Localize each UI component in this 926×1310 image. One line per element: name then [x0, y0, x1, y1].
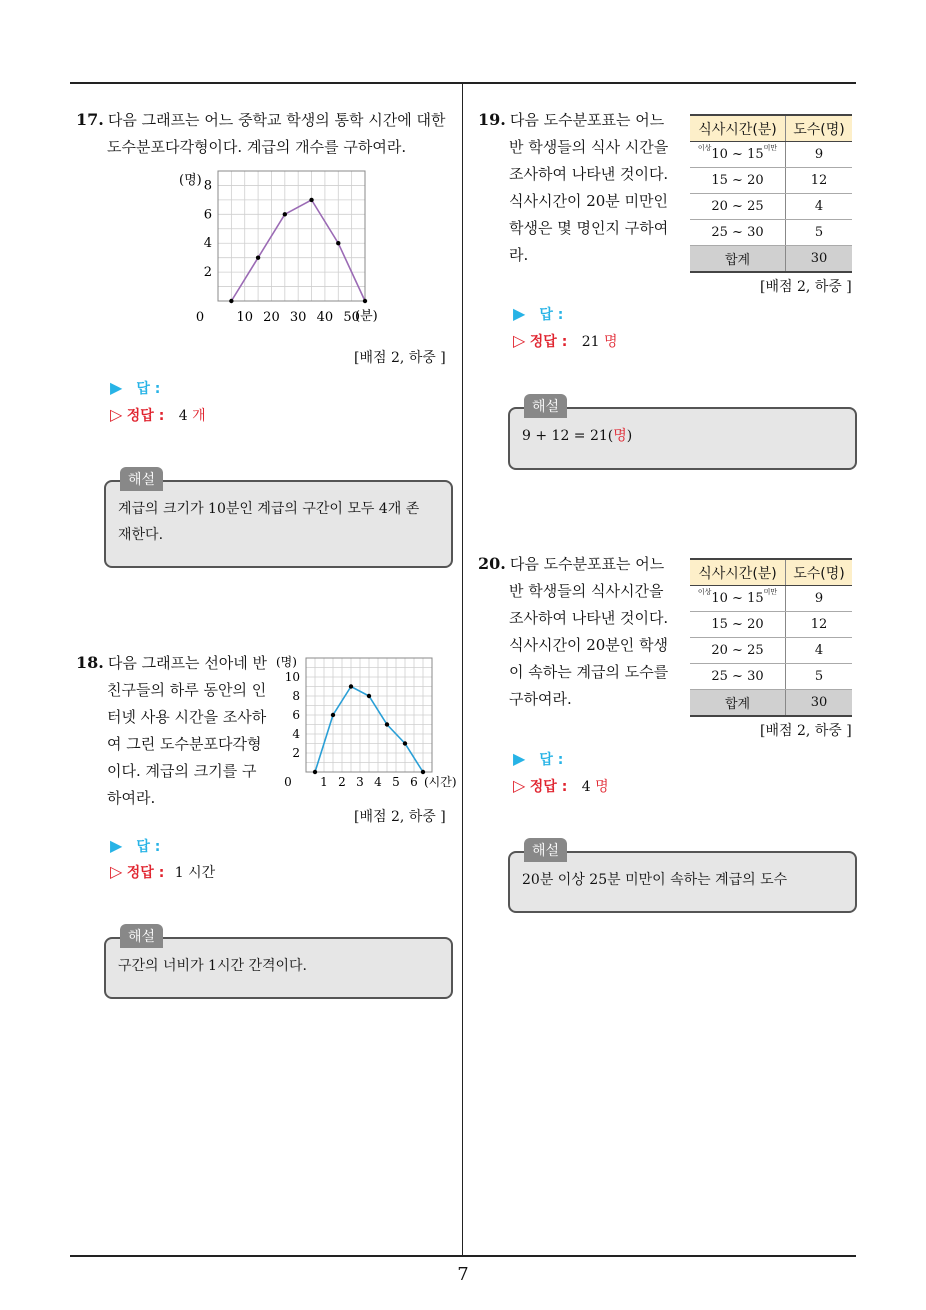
outline-triangle-icon: ▷	[513, 331, 526, 350]
answer-row	[513, 304, 563, 324]
answer-row	[110, 836, 160, 856]
y-tick-label: 4	[292, 727, 300, 741]
question-text-line: 친구들의 하루 동안의 인	[107, 681, 267, 699]
table-cell: 20 ~ 25	[690, 194, 786, 220]
plot-frame	[218, 171, 365, 301]
table-cell: 4	[786, 194, 853, 220]
x-tick-labels	[196, 310, 360, 325]
data-point	[331, 713, 335, 717]
table-cell: 12	[786, 168, 853, 194]
correct-value: 4	[178, 408, 188, 424]
table-row	[690, 220, 852, 246]
outline-triangle-icon: ▷	[110, 862, 123, 881]
data-point	[421, 770, 425, 774]
question-text-line: 도수분포다각형이다. 계급의 개수를 구하여라.	[107, 138, 407, 156]
table-row	[690, 586, 852, 612]
x-tick-label: 4	[374, 775, 382, 789]
triangle-icon: ▶	[110, 378, 123, 397]
question-text-line: 반 학생들의 식사시간을	[509, 582, 664, 600]
correct-unit: 개	[192, 408, 206, 424]
y-tick-label: 8	[292, 689, 300, 703]
table-cell: 5	[786, 664, 853, 690]
chart-internet-polygon	[276, 652, 461, 794]
question-text-line: 여 그린 도수분포다각형	[107, 735, 262, 753]
question-text-line: 다음 그래프는 어느 중학교 학생의 통학 시간에 대한	[107, 111, 446, 129]
question-text-line: 학생은 몇 명인지 구하여	[509, 219, 669, 237]
x-tick-label: 6	[410, 775, 418, 789]
y-tick-label: 8	[203, 178, 212, 194]
question-number: 17.	[76, 110, 104, 129]
x-tick-label: 0	[284, 775, 292, 789]
chart-commute-polygon	[175, 168, 390, 328]
score-note: [배점 2, 하중 ]	[354, 809, 446, 825]
question-number: 20.	[478, 554, 506, 573]
correct-answer-row	[513, 331, 618, 351]
correct-answer-row	[110, 405, 206, 425]
page-number: 7	[457, 1264, 469, 1285]
table-cell: 20 ~ 25	[690, 638, 786, 664]
question-text-line: 식사시간이 20분인 학생	[509, 636, 669, 654]
table-header: 식사시간(분)	[690, 115, 786, 142]
table-cell: 25 ~ 30	[690, 220, 786, 246]
x-tick-label: 10	[236, 310, 254, 325]
data-point	[367, 694, 371, 698]
table-cell: 합계	[690, 690, 786, 717]
correct-label: 정답 :	[126, 865, 165, 881]
table-cell: 30	[786, 690, 853, 717]
correct-answer-row	[110, 862, 215, 882]
correct-answer-row	[513, 776, 609, 796]
data-point	[385, 722, 389, 726]
table-row	[690, 168, 852, 194]
sup-label-right: 미만	[763, 144, 778, 152]
answer-label: 답 :	[136, 839, 161, 855]
data-point	[336, 241, 340, 245]
question-text-line: 다음 그래프는 선아네 반	[107, 654, 268, 672]
y-axis-label: (명)	[276, 655, 297, 669]
data-point	[313, 770, 317, 774]
table-total-row	[690, 246, 852, 273]
y-tick-label: 6	[292, 708, 300, 722]
question-text-line: 라.	[509, 246, 529, 264]
score-note: [배점 2, 하중 ]	[354, 350, 446, 366]
x-axis-label: (분)	[355, 309, 378, 324]
table-row	[690, 194, 852, 220]
explanation-line: 20분 이상 25분 미만이 속하는 계급의 도수	[522, 872, 788, 888]
table-cell: 9	[786, 142, 853, 168]
x-tick-label: 40	[316, 310, 334, 325]
data-point	[403, 741, 407, 745]
x-tick-label: 2	[338, 775, 346, 789]
table-cell: 합계	[690, 246, 786, 273]
data-point	[349, 684, 353, 688]
question-17	[76, 106, 461, 161]
x-tick-label: 20	[263, 310, 280, 325]
x-tick-label: 30	[289, 310, 307, 325]
question-text-line: 식사시간이 20분 미만인	[509, 192, 669, 210]
explanation-tab: 해설	[120, 467, 163, 491]
table-row	[690, 612, 852, 638]
x-tick-label: 0	[195, 310, 205, 325]
explanation-tab: 해설	[524, 394, 567, 418]
outline-triangle-icon: ▷	[513, 776, 526, 795]
correct-label: 정답 :	[529, 334, 568, 350]
sup-label-left: 이상	[697, 144, 712, 152]
table-header: 도수(명)	[786, 115, 853, 142]
frequency-table	[690, 558, 852, 717]
score-note: [배점 2, 하중 ]	[760, 723, 852, 739]
data-point	[309, 198, 313, 202]
correct-label: 정답 :	[529, 779, 568, 795]
table-row	[690, 142, 852, 168]
explanation-box	[104, 480, 453, 568]
question-text-line: 구하여라.	[509, 690, 572, 708]
y-tick-label: 4	[203, 236, 212, 252]
correct-value: 1 시간	[174, 865, 216, 881]
table-cell: $^{이상}$10 ~ $15^{미만}$	[690, 586, 786, 612]
question-18	[76, 649, 276, 812]
triangle-icon: ▶	[110, 836, 123, 855]
frequency-table	[690, 114, 852, 273]
y-tick-labels	[285, 670, 301, 760]
table-row	[690, 638, 852, 664]
data-point	[283, 212, 287, 216]
table-cell: 5	[786, 220, 853, 246]
answer-label: 답 :	[539, 307, 564, 323]
table-cell: 25 ~ 30	[690, 664, 786, 690]
answer-row	[110, 378, 160, 398]
outline-triangle-icon: ▷	[110, 405, 123, 424]
answer-label: 답 :	[539, 752, 564, 768]
x-tick-label: 3	[356, 775, 364, 789]
correct-value: 4	[581, 779, 591, 795]
table-cell: $^{이상}$10 ~ $15^{미만}$	[690, 142, 786, 168]
table-cell: 4	[786, 638, 853, 664]
x-tick-labels	[284, 775, 418, 789]
correct-label: 정답 :	[126, 408, 165, 424]
y-tick-labels	[204, 178, 212, 280]
question-text-line: 조사하여 나타낸 것이다.	[509, 609, 669, 627]
y-tick-label: 2	[292, 746, 300, 760]
answer-row	[513, 749, 563, 769]
explanation-tab: 해설	[120, 924, 163, 948]
question-20	[478, 550, 678, 713]
question-19	[478, 106, 678, 269]
data-point	[256, 255, 260, 259]
table-cell: 15 ~ 20	[690, 168, 786, 194]
y-axis-label: (명)	[179, 173, 202, 188]
correct-unit: 명	[595, 779, 609, 795]
question-number: 19.	[478, 110, 506, 129]
question-text-line: 다음 도수분포표는 어느	[509, 111, 665, 129]
sup-label-right: 미만	[763, 588, 778, 596]
table-cell: 15 ~ 20	[690, 612, 786, 638]
top-rule	[70, 82, 856, 84]
question-text-line: 이 속하는 계급의 도수를	[509, 663, 669, 681]
data-point	[363, 299, 367, 303]
score-note: [배점 2, 하중 ]	[760, 279, 852, 295]
column-divider	[462, 82, 463, 1255]
explanation-line: 구간의 너비가 1시간 간격이다.	[118, 958, 307, 974]
explanation-line: 9 + 12 = 21(명)	[522, 428, 633, 444]
question-number: 18.	[76, 653, 104, 672]
question-text-line: 반 학생들의 식사 시간을	[509, 138, 669, 156]
triangle-icon: ▶	[513, 749, 526, 768]
y-tick-label: 10	[284, 670, 300, 684]
triangle-icon: ▶	[513, 304, 526, 323]
question-text-line: 하여라.	[107, 789, 156, 807]
table-cell: 12	[786, 612, 853, 638]
question-text-line: 이다. 계급의 크기를 구	[107, 762, 257, 780]
explanation-line: 계급의 크기가 10분인 계급의 구간이 모두 4개 존	[118, 501, 420, 517]
explanation-tab: 해설	[524, 838, 567, 862]
sup-label-left: 이상	[697, 588, 712, 596]
explanation-line: 재한다.	[118, 527, 164, 543]
x-tick-label: 50	[343, 310, 360, 325]
question-text-line: 다음 도수분포표는 어느	[509, 555, 665, 573]
data-point	[229, 299, 233, 303]
chart-grid	[218, 171, 365, 301]
question-text-line: 터넷 사용 시간을 조사하	[107, 708, 267, 726]
x-tick-label: 1	[320, 775, 328, 789]
y-tick-label: 6	[203, 207, 212, 223]
correct-value: 21	[581, 334, 600, 350]
table-header: 도수(명)	[786, 559, 853, 586]
question-text-line: 조사하여 나타낸 것이다.	[509, 165, 669, 183]
table-cell: 9	[786, 586, 853, 612]
y-tick-label: 2	[203, 265, 212, 281]
bottom-rule	[70, 1255, 856, 1257]
table-cell: 30	[786, 246, 853, 273]
answer-label: 답 :	[136, 381, 161, 397]
table-row	[690, 664, 852, 690]
x-axis-label: (시간)	[424, 775, 457, 789]
table-total-row	[690, 690, 852, 717]
table-header: 식사시간(분)	[690, 559, 786, 586]
x-tick-label: 5	[392, 775, 400, 789]
correct-unit: 명	[604, 334, 618, 350]
